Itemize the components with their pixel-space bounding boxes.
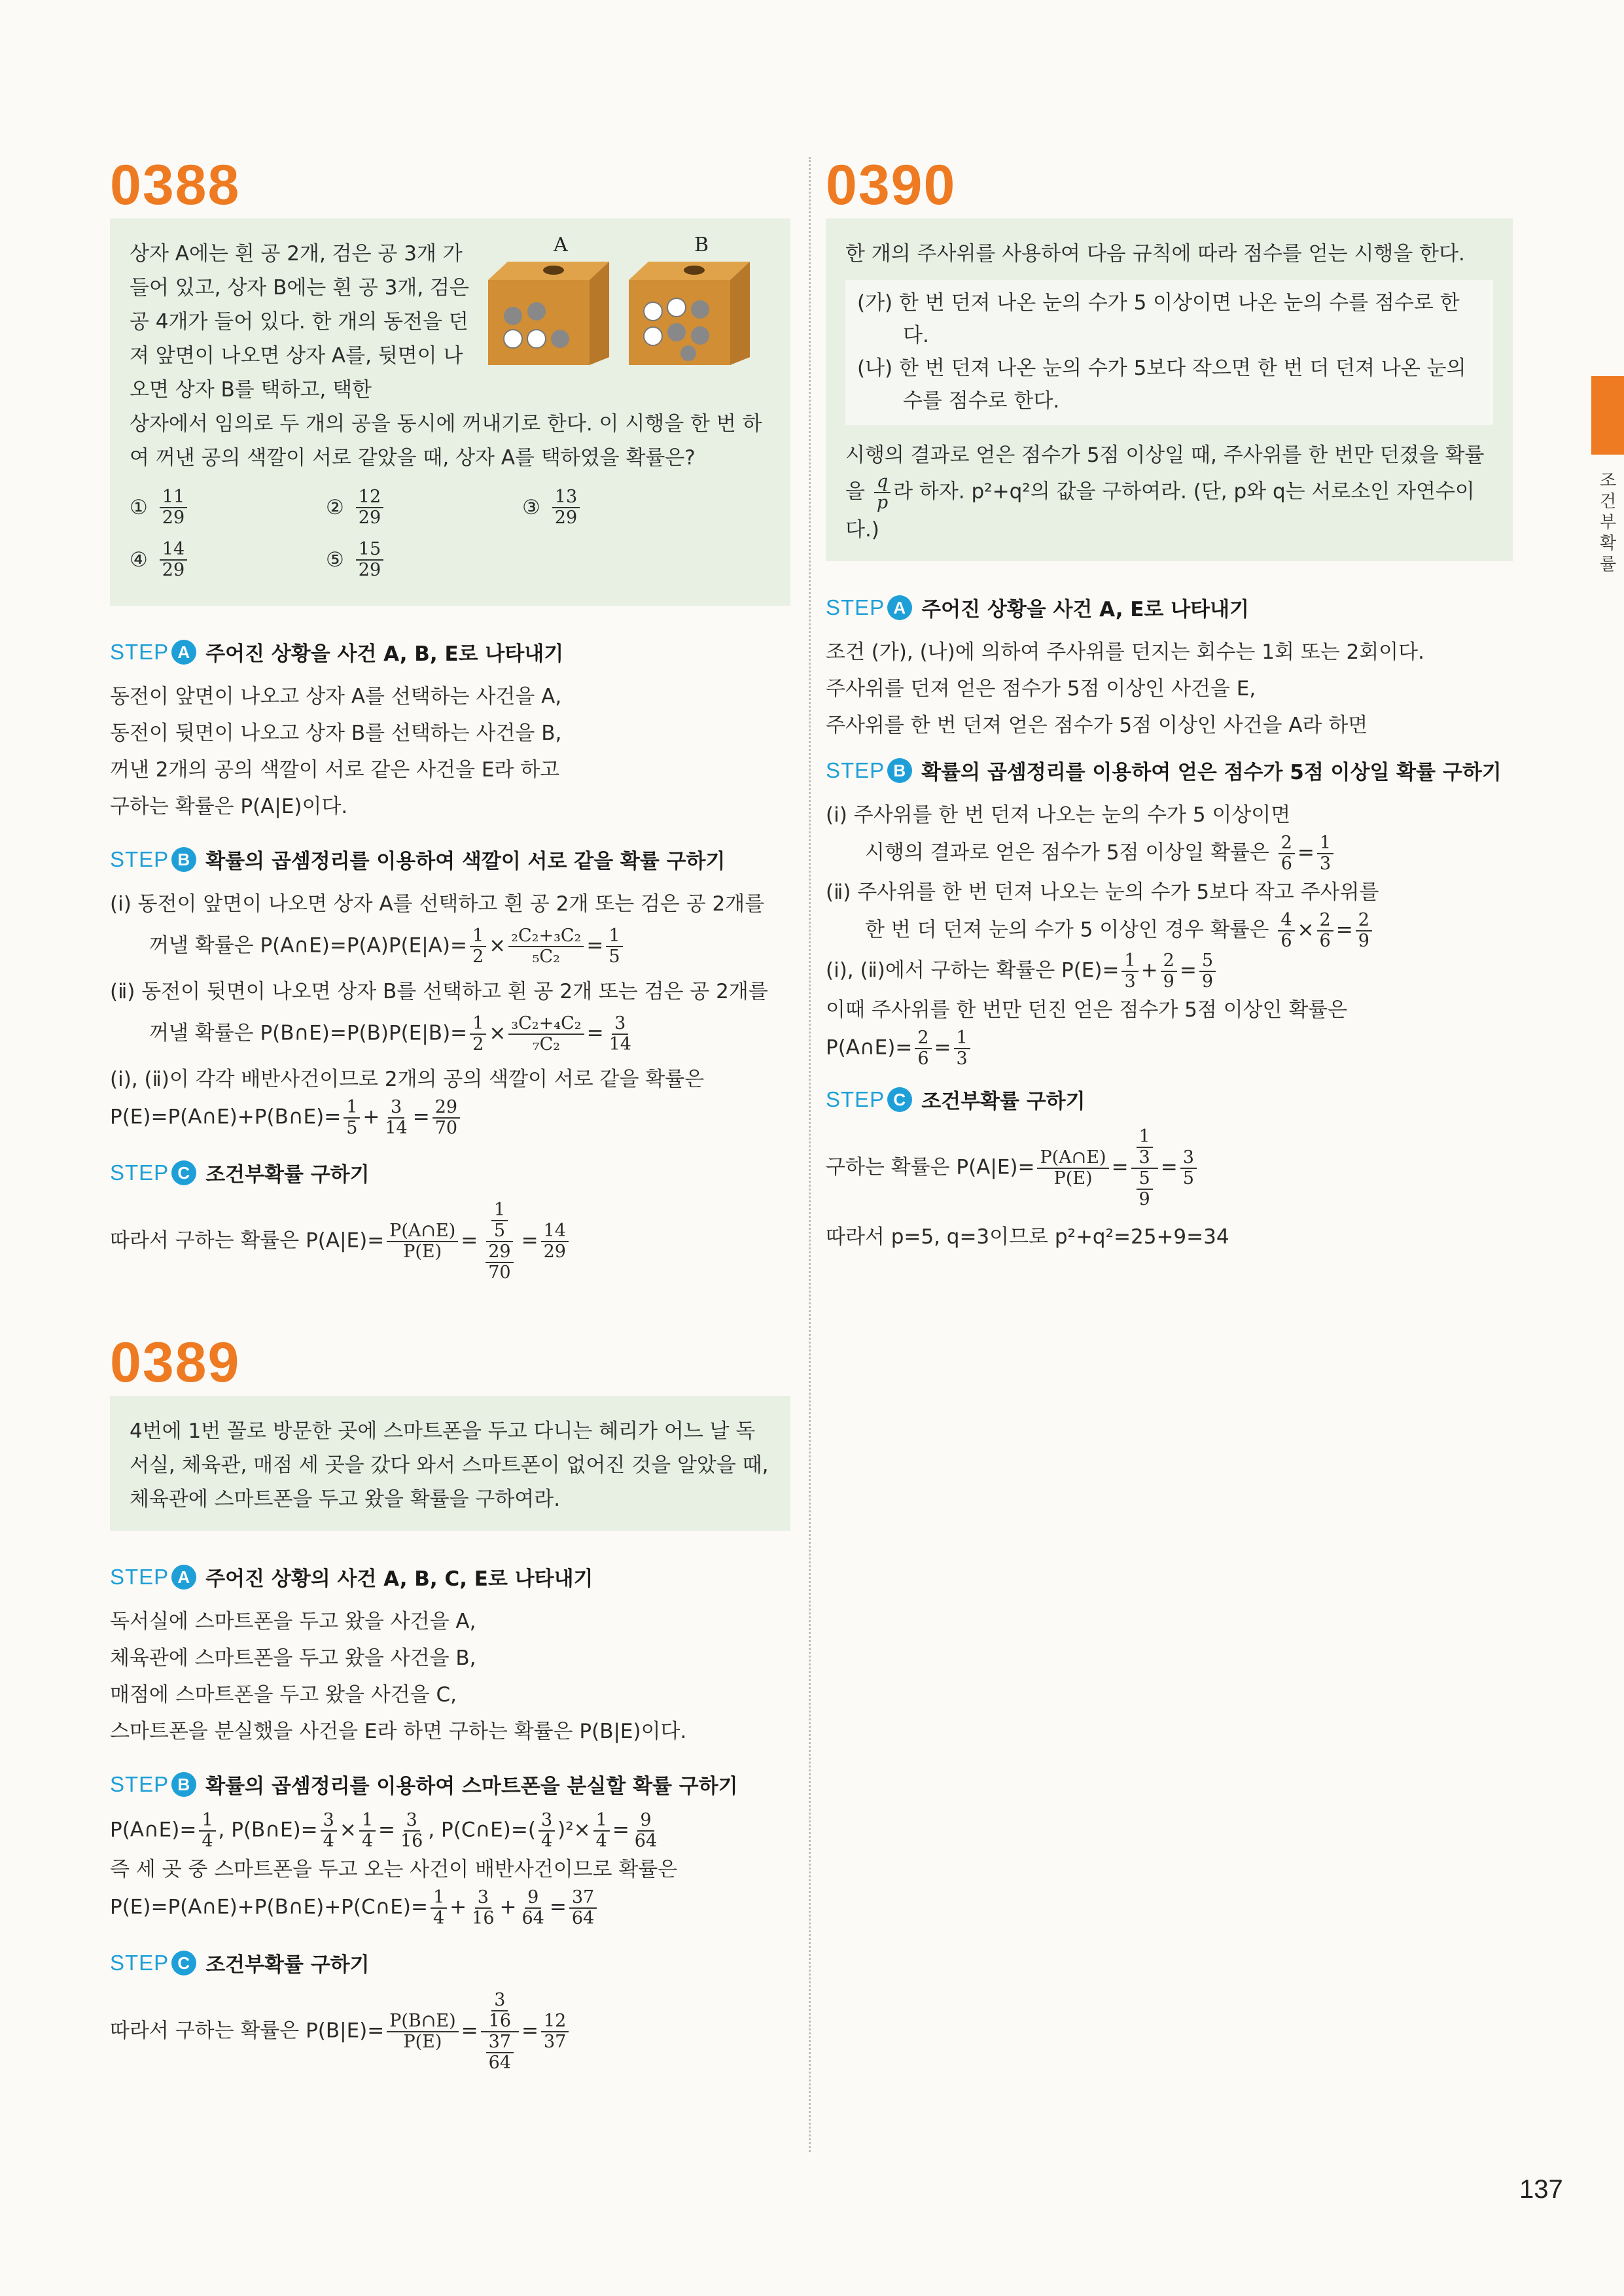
problem-number: 0390 xyxy=(826,154,957,217)
step-a-heading: STEP A 주어진 상황의 사건 A, B, C, E로 나타내기 xyxy=(110,1564,593,1591)
problem-number: 0388 xyxy=(110,154,241,217)
step-b-body: (ⅰ) 동전이 앞면이 나오면 상자 A를 선택하고 흰 공 2개 또는 검은 공 2개를 꺼낼 확률은 P(A∩E)=P(A)P(E|A)= $\frac{1}{2}$ × $\frac{\text{₂C₂+₃C₂}}{\text{₅C₂}}$ = $\frac{1}{5}$ (ⅱ) 동전이 뒷면이 나오면 상자 B를 선택하고 흰 공 2개 또는 검은 공 2개를 꺼낼 확률은 P(B∩E)=P(B)P(E|B)= $\frac{1}{2}$ × $\frac{\text{₃C₂+₄C₂}}{\text{₇C₂}}$ = $\frac{3}{14}$ (ⅰ), (ⅱ)이 각각 배반사건이므로 2개의 공의 색깔이 서로 같을 확률은 P(E)=P(A∩E)+P(B∩E)= $\frac{1}{5}$ + $\frac{3}{14}$ = $\frac{29}{70}$ xyxy=(110,892,768,1138)
step-c-heading: STEP C 조건부확률 구하기 xyxy=(826,1087,1086,1113)
question-box xyxy=(110,218,790,606)
page-number: 137 xyxy=(1519,2175,1563,2204)
box-a xyxy=(488,262,609,365)
step-a-body: 조건 (가), (나)에 의하여 주사위를 던지는 회수는 1회 또는 2회이다. 주사위를 던져 얻은 점수가 5점 이상인 사건을 E, 주사위를 한 번 던져 얻은 점수가 5점 이상인 사건을 A라 하면 xyxy=(826,640,1424,737)
column-divider xyxy=(809,157,811,2152)
choice-2[interactable]: ② $\frac{12}{29}$ xyxy=(326,481,522,534)
step-c-body: 따라서 구하는 확률은 P(B|E)= $\frac{P(B\cap E)}{P(E)}$ = $\frac{\frac{3}{16}}{\frac{37}{64}}$ = $\frac{12}{37}$ xyxy=(110,1991,790,2073)
question-text-cont: 상자에서 임의로 두 개의 공을 동시에 꺼내기로 한다. 이 시행을 한 번 하여 꺼낸 공의 색깔이 서로 같았을 때, 상자 A를 택하였을 확률은? xyxy=(130,412,762,470)
choice-1[interactable]: ① $\frac{11}{29}$ xyxy=(130,481,326,534)
choice-3[interactable]: ③ $\frac{13}{29}$ xyxy=(522,481,718,534)
step-b-heading: STEP B 확률의 곱셈정리를 이용하여 색깔이 서로 같을 확률 구하기 xyxy=(110,846,726,873)
chapter-tab xyxy=(1591,376,1624,455)
step-a-heading: STEP A 주어진 상황을 사건 A, B, E로 나타내기 xyxy=(110,639,564,666)
step-b-heading: STEP B 확률의 곱셈정리를 이용하여 스마트폰을 분실할 확률 구하기 xyxy=(110,1771,738,1798)
chapter-side-label: 조건부확률 xyxy=(1597,471,1616,576)
problem-number: 0389 xyxy=(110,1331,241,1394)
answer-choices xyxy=(130,481,771,586)
problem-0390 xyxy=(826,154,1513,1255)
box-b-label: B xyxy=(694,234,709,256)
question-box: 4번에 1번 꼴로 방문한 곳에 스마트폰을 두고 다니는 혜리가 어느 날 독서실, 체육관, 매점 세 곳을 갔다 와서 스마트폰이 없어진 것을 알았을 때, 체육관에 스마트폰을 두고 왔을 확률을 구하여라. xyxy=(110,1396,790,1531)
step-c-body: 따라서 구하는 확률은 P(A|E)= $\frac{P(A\cap E)}{P(E)}$ = $\frac{\frac{1}{5}}{\frac{29}{70}}$ = $\frac{14}{29}$ xyxy=(110,1200,790,1283)
question-text: 상자 A에는 흰 공 2개, 검은 공 3개 가 들어 있고, 상자 B에는 흰 공 3개, 검은 공 4개가 들어 있다. 한 개의 동전을 던져 앞면이 나오면 상자 A를, 뒷면이 나오면 상자 B를 택하고, 택한 xyxy=(130,242,469,402)
ball-boxes-illustration xyxy=(482,234,756,365)
step-b-body: (ⅰ) 주사위를 한 번 던져 나오는 눈의 수가 5 이상이면 시행의 결과로 얻은 점수가 5점 이상일 확률은 $\frac{2}{6}$ = $\frac{1}{3}$ (ⅱ) 주사위를 한 번 던져 나오는 눈의 수가 5보다 작고 주사위를 한 번 더 던져 눈의 수가 5 이상인 경우 확률은 $\frac{4}{6}$ × $\frac{2}{6}$ = $\frac{2}{9}$ (ⅰ), (ⅱ)에서 구하는 확률은 P(E)= $\frac{1}{3}$ + $\frac{2}{9}$ = $\frac{5}{9}$ 이때 주사위를 한 번만 던진 얻은 점수가 5점 이상인 확률은 P(A∩E)= $\frac{2}{6}$ = $\frac{1}{3}$ xyxy=(826,803,1379,1069)
step-a-body: 동전이 앞면이 나오고 상자 A를 선택하는 사건을 A, 동전이 뒷면이 나오고 상자 B를 선택하는 사건을 B, 꺼낸 2개의 공의 색깔이 서로 같은 사건을 E라 하고 구하는 확률은 P(A|E)이다. xyxy=(110,685,562,818)
choice-4[interactable]: ④ $\frac{14}{29}$ xyxy=(130,534,326,586)
step-c-heading: STEP C 조건부확률 구하기 xyxy=(110,1950,370,1977)
box-b xyxy=(629,262,750,365)
step-c-body: 구하는 확률은 P(A|E)= $\frac{P(A\cap E)}{P(E)}$ = $\frac{\frac{1}{3}}{\frac{5}{9}}$ = $\frac{3}{5}$ 따라서 p=5, q=3이므로 p²+q²=25+9=34 xyxy=(826,1126,1229,1249)
question-box: 한 개의 주사위를 사용하여 다음 규칙에 따라 점수를 얻는 시행을 한다. (가) 한 번 던져 나온 눈의 수가 5 이상이면 나온 눈의 수를 점수로 한다. (나) 한 번 던져 나온 눈의 수가 5보다 작으면 한 번 더 던져 나온 눈의 수를 점수로 한다. 시행의 결과로 얻은 점수가 5점 이상일 때, 주사위를 한 번만 던졌을 확률을 $\frac{q}{p}$ 라 하자. p²+q²의 값을 구하여라. (단, p와 q는 서로소인 자연수이다.) xyxy=(826,218,1513,561)
rules-box: (가) 한 번 던져 나온 눈의 수가 5 이상이면 나온 눈의 수를 점수로 한다. (나) 한 번 던져 나온 눈의 수가 5보다 작으면 한 번 더 던져 나온 눈의 수를 점수로 한다. xyxy=(845,280,1493,425)
step-b-heading: STEP B 확률의 곱셈정리를 이용하여 얻은 점수가 5점 이상일 확률 구하기 xyxy=(826,757,1502,784)
problem-0388 xyxy=(110,154,790,1283)
step-c-heading: STEP C 조건부확률 구하기 xyxy=(110,1160,370,1187)
step-a-body: 독서실에 스마트폰을 두고 왔을 사건을 A, 체육관에 스마트폰을 두고 왔을 사건을 B, 매점에 스마트폰을 두고 왔을 사건을 C, 스마트폰을 분실했을 사건을 E라 하면 구하는 확률은 P(B|E)이다. xyxy=(110,1610,687,1743)
choice-5[interactable]: ⑤ $\frac{15}{29}$ xyxy=(326,534,522,586)
problem-0389 xyxy=(110,1331,790,2073)
box-a-label: A xyxy=(554,234,568,256)
step-b-body: P(A∩E)= $\frac{1}{4}$ , P(B∩E)= $\frac{3}{4}$ × $\frac{1}{4}$ = $\frac{3}{16}$ , P(C∩E)=( $\frac{3}{4}$ )²× $\frac{1}{4}$ = $\frac{9}{64}$ 즉 세 곳 중 스마트폰을 두고 오는 사건이 배반사건이므로 확률은 P(E)=P(A∩E)+P(B∩E)+P(C∩E)= $\frac{1}{4}$ + $\frac{3}{16}$ + $\frac{9}{64}$ = $\frac{37}{64}$ xyxy=(110,1810,678,1928)
step-a-heading: STEP A 주어진 상황을 사건 A, E로 나타내기 xyxy=(826,595,1249,621)
